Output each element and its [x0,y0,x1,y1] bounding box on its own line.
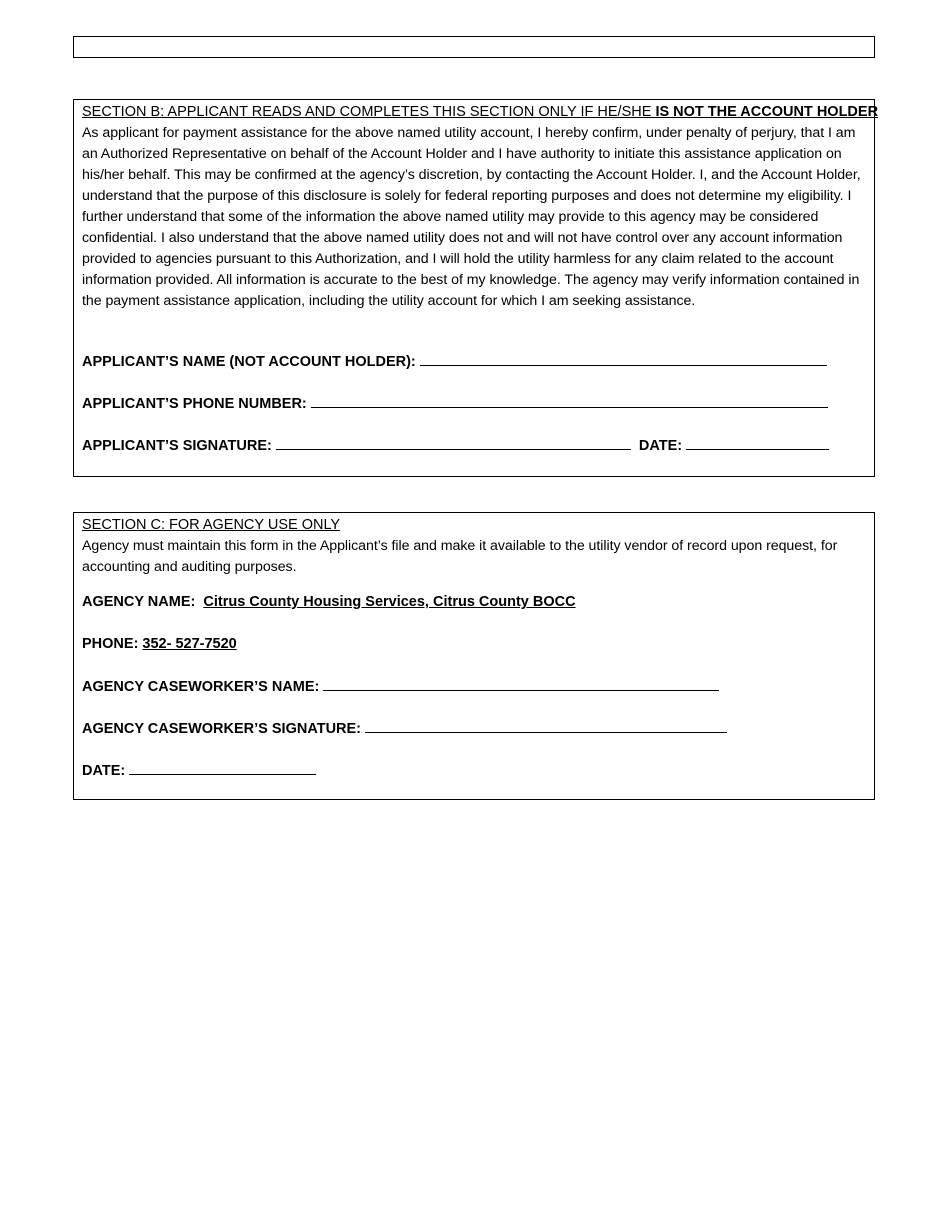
agency-phone-value: 352- 527-7520 [142,636,237,652]
agency-name-value: Citrus County Housing Services, Citrus County BOCC [203,594,576,610]
agency-date-label: DATE: [82,763,126,779]
applicant-signature-field [82,435,829,456]
agency-name-field [82,592,576,612]
applicant-name-label: APPLICANT’S NAME (NOT ACCOUNT HOLDER): [82,354,416,370]
applicant-phone-input-line[interactable] [311,393,828,408]
agency-phone-label: PHONE: [82,636,139,652]
section-c-box [73,512,875,800]
section-b-body: As applicant for payment assistance for the above named utility account, I hereby confirm, under penalty of perjury, that I am an Authorized Representative on behalf of the Account Holder and I have authority to initiate this assistance application on his/her behalf. This may be confirmed at the agency’s discretion, by contacting the Account Holder. I, and the Account Holder, understand that the purpose of this disclosure is solely for federal reporting purposes and does not determine my eligibility. I further understand that some of the information the above named utility may provide to this agency may be considered confidential. I also understand that the above named utility does not and will not have control over any account information provided to agencies pursuant to this Authorization, and I will hold the utility harmless for any claim related to the account information provided. All information is accurate to the best of my knowledge. The agency may verify information contained in the payment assistance application, including the utility account for which I am seeking assistance. [82,125,861,309]
section-b-heading-text: SECTION B: APPLICANT READS AND COMPLETES THIS SECTION ONLY IF HE/SHE [82,104,656,120]
applicant-name-field [82,351,827,372]
applicant-date-label: DATE: [638,438,683,454]
applicant-date-input-line[interactable] [686,435,829,450]
caseworker-name-input-line[interactable] [323,676,719,691]
agency-name-label: AGENCY NAME: [82,594,200,610]
agency-phone-field [82,634,237,654]
section-c-heading [82,515,866,536]
applicant-signature-input-line[interactable] [276,435,631,450]
section-b-heading [82,102,879,123]
section-b-heading-emphasis: IS NOT THE ACCOUNT HOLDER [655,104,879,120]
caseworker-signature-label: AGENCY CASEWORKER’S SIGNATURE: [82,721,362,737]
applicant-phone-field [82,393,828,414]
applicant-signature-label: APPLICANT’S SIGNATURE: [82,438,272,454]
section-c-body: Agency must maintain this form in the Applicant’s file and make it available to the utility vendor of record upon request, for accounting and auditing purposes. [82,538,838,575]
applicant-phone-label: APPLICANT’S PHONE NUMBER: [82,396,307,412]
caseworker-name-label: AGENCY CASEWORKER’S NAME: [82,679,320,695]
agency-date-input-line[interactable] [129,760,316,775]
caseworker-signature-field [82,718,727,739]
section-c-heading-text: SECTION C: FOR AGENCY USE ONLY [82,517,341,533]
agency-date-field [82,760,316,781]
applicant-name-input-line[interactable] [420,351,827,366]
top-empty-box [73,36,875,58]
caseworker-name-field [82,676,719,697]
caseworker-signature-input-line[interactable] [365,718,727,733]
section-b-box [73,99,879,477]
